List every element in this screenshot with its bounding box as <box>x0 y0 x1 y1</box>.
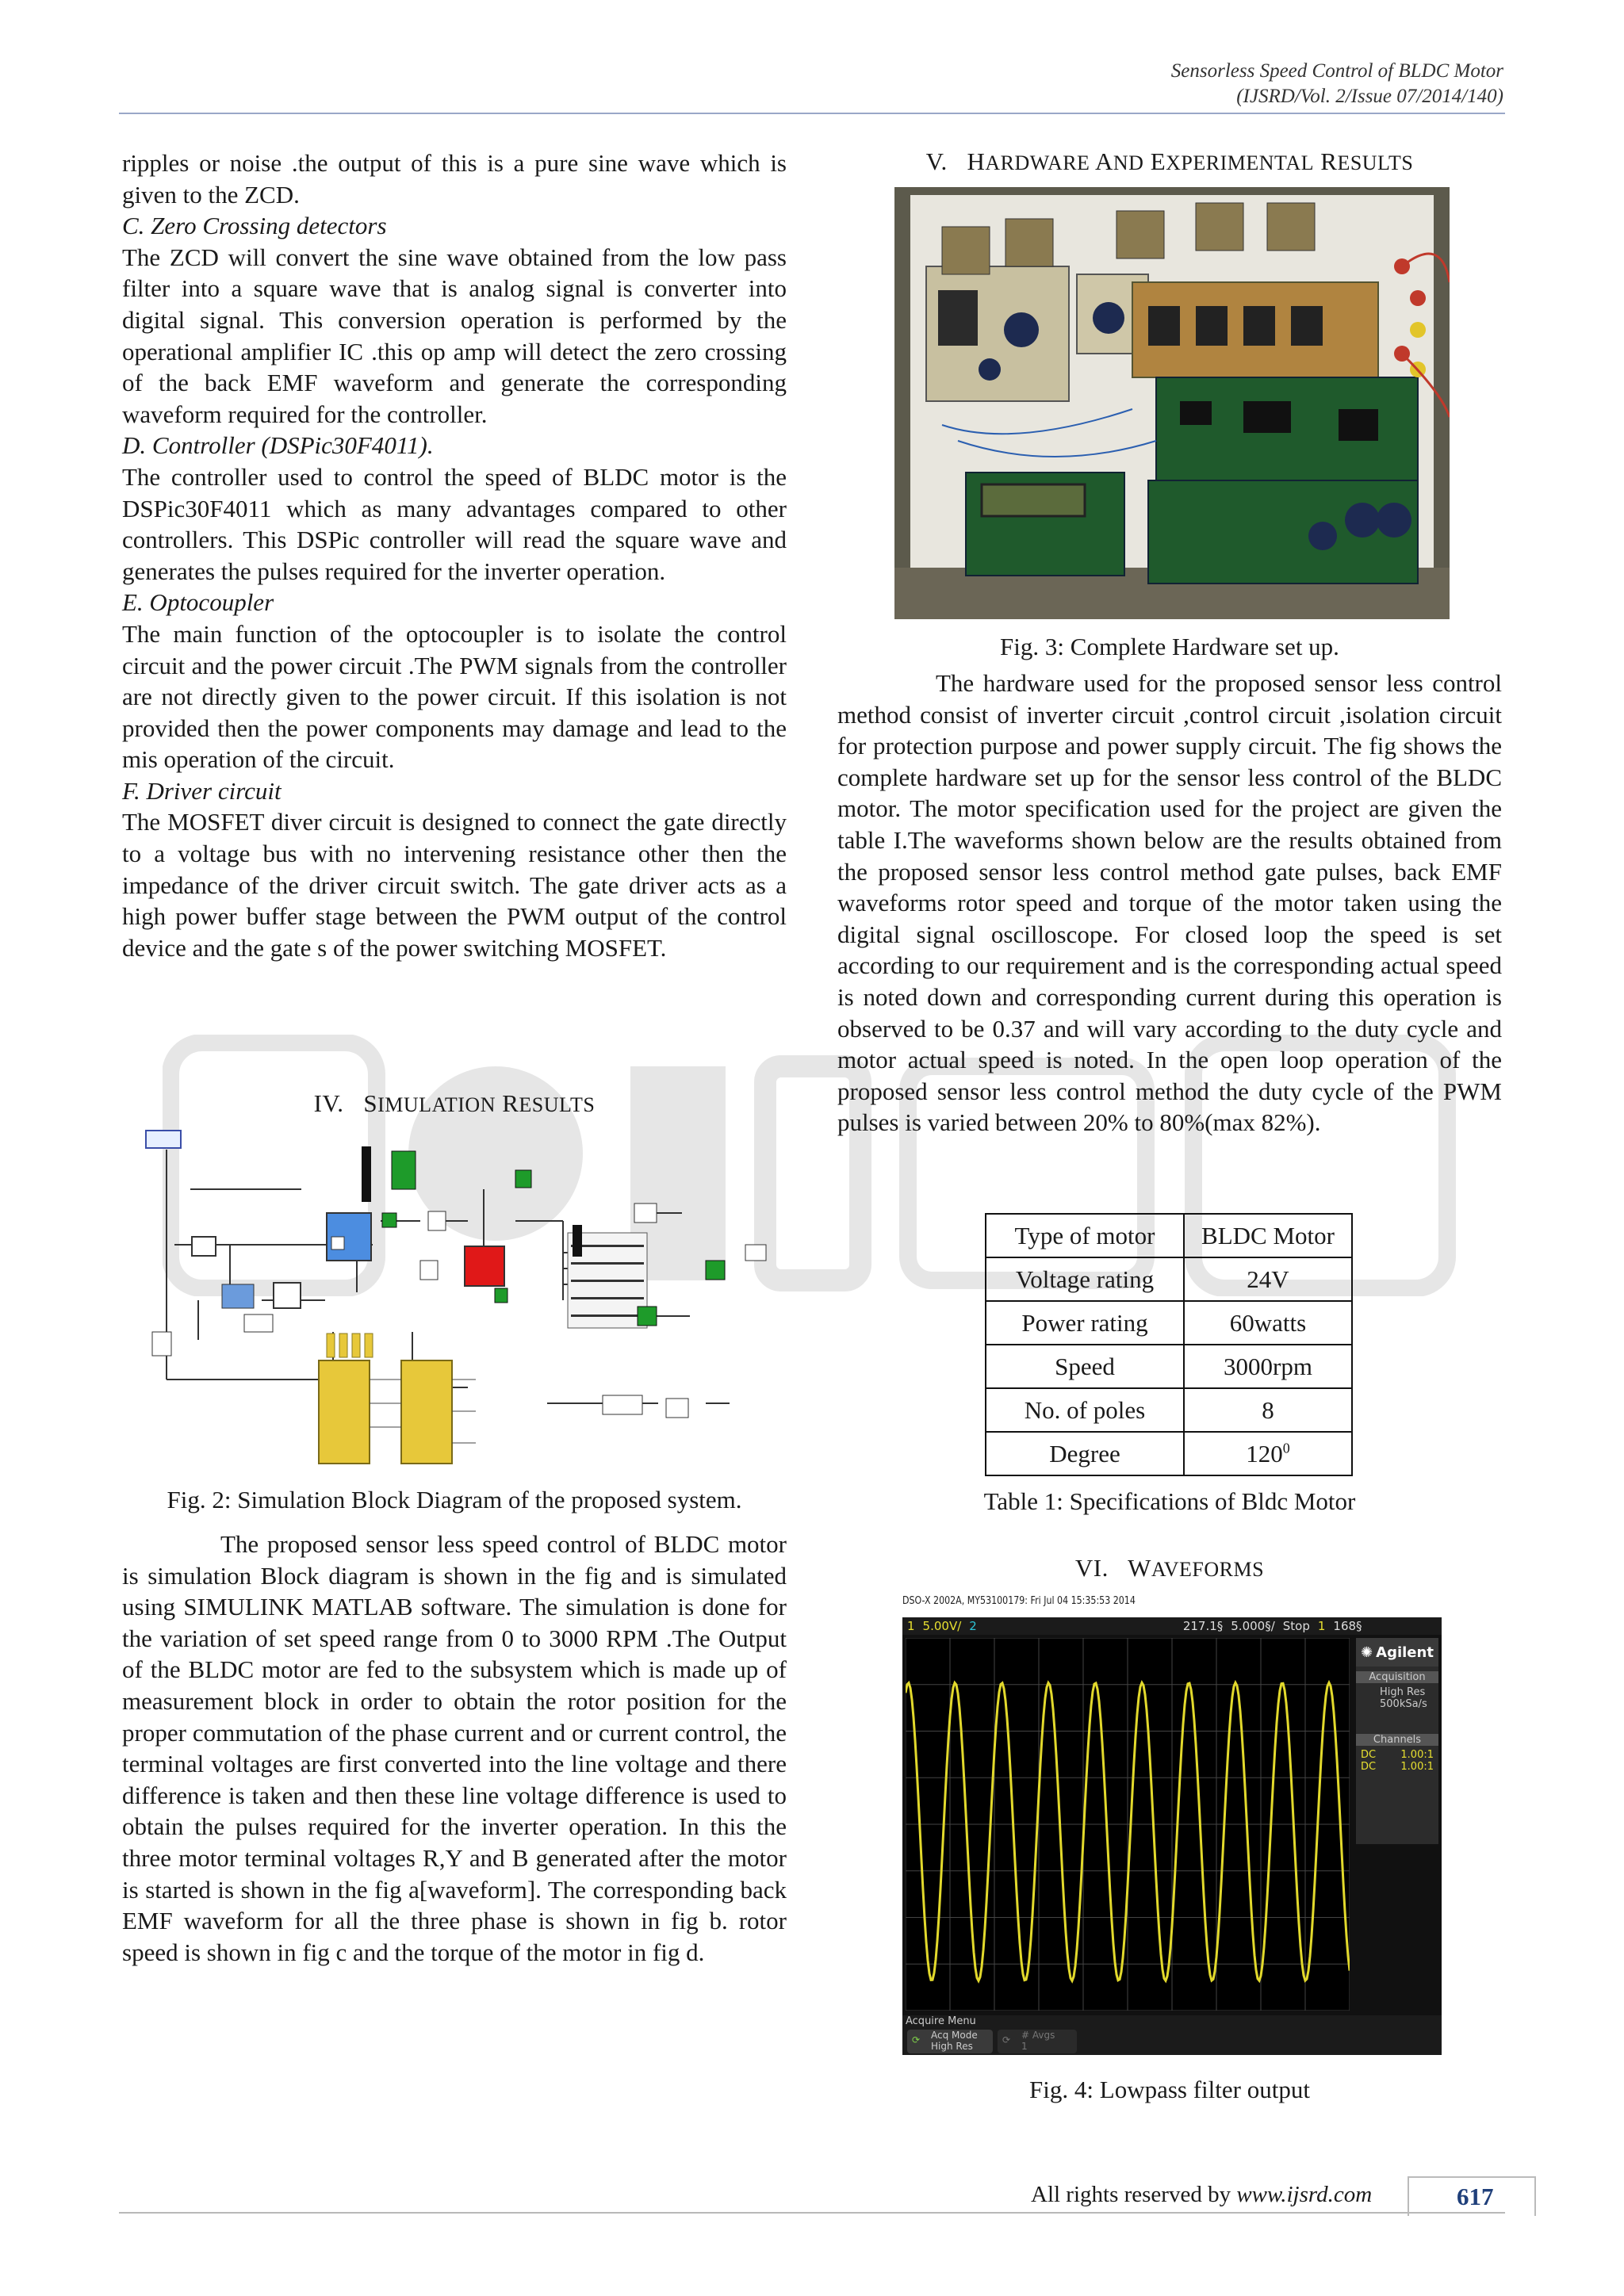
table-row <box>986 1432 1352 1475</box>
table-cell: Speed <box>986 1345 1184 1388</box>
scope-side-panel <box>1356 1638 1438 1844</box>
table-cell: Power rating <box>986 1301 1184 1345</box>
coupling: DC <box>1361 1749 1377 1761</box>
section-heading-hardware <box>837 147 1502 176</box>
oscilloscope-capture <box>902 1595 1442 2055</box>
figure-3-caption: Fig. 3: Complete Hardware set up. <box>1000 633 1339 660</box>
paragraph: The hardware used for the proposed sensor less control method consist of inverter circuit ,control circuit ,isolation circuit for protection purpose and power supply circuit. The fig shows the complete hardware set up for the sensor less control of the BLDC motor. The motor specification used for the project are given the table I.The waveforms shown below are the results obtained from the proposed sensor less control method gate pulses, back EMF waveforms rotor speed and torque of the motor taken using the digital signal oscilloscope. For closed loop the speed is set according to our requirement and is the corresponding actual speed is noted down and corresponding current during this operation is observed to be 0.37 and will vary according to the duty cycle and motor actual speed is noted. In the open loop operation of the proposed sensor less control method the duty cycle of the PWM pulses is varied between 20% to 80%(max 82%). <box>837 669 1502 1137</box>
left-column-bottom <box>122 1529 787 1968</box>
agilent-spark-icon: ✺ <box>1361 1644 1373 1661</box>
sample-rate: 500kSa/s <box>1380 1698 1427 1710</box>
section-heading-waveforms <box>837 1554 1502 1582</box>
run-state: Stop <box>1282 1619 1310 1633</box>
right-column <box>837 668 1502 1138</box>
table-row <box>986 1301 1352 1345</box>
channel-1-row <box>1356 1749 1438 1761</box>
section-title-initial: R <box>1320 147 1338 175</box>
vertical-scale: 5.00V/ <box>922 1619 962 1633</box>
scope-info-line: DSO-X 2002A, MY53100179: Fri Jul 04 15:35:53 2014 <box>902 1595 1136 1607</box>
paragraph: ripples or noise .the output of this is a pure sine wave which is given to the ZCD. <box>122 149 787 209</box>
paragraph: The proposed sensor less speed control of BLDC motor is simulation Block diagram is shown in the fig and is simulated using SIMULINK MATLAB software. The simulation is done for the variation of set speed range from 0 to 3000 RPM .The Output of the BLDC motor are fed to the subsystem which is made up of measurement block in order to obtain the rotor position for the proper commutation of the phase current and or current control, the terminal voltages are first converted into the line voltage and there difference is taken and then these line voltage difference is used to obtain the pulses required for the inverter operation. In this the three motor terminal voltages R,Y and B generated after the motor is started is shown in the fig a[waveform]. The corresponding back EMF waveform for all the three phase is shown in fig b. rotor speed is shown in fig c and the torque of the motor in fig d. <box>122 1530 787 1966</box>
section-title-initial: H <box>967 147 986 175</box>
softkey-label: # Avgs <box>1021 2030 1055 2041</box>
softkey-value: High Res <box>931 2041 973 2052</box>
section-title-initial: S <box>363 1089 378 1117</box>
scope-status-bar <box>902 1617 1442 1635</box>
section-title-initial: E <box>1150 147 1166 175</box>
header-issue: (IJSRD/Vol. 2/Issue 07/2014/140) <box>1236 86 1503 107</box>
footer-copyright <box>1031 2182 1372 2208</box>
scope-softkey-bar <box>902 2015 1442 2055</box>
table-cell: 3000rpm <box>1184 1345 1352 1388</box>
agilent-logo <box>1356 1638 1438 1667</box>
trigger-source: 1 <box>1317 1619 1326 1633</box>
channel-2-row <box>1356 1761 1438 1773</box>
channel-2-label: 2 <box>969 1619 977 1633</box>
figure-2-caption: Fig. 2: Simulation Block Diagram of the proposed system. <box>167 1486 742 1513</box>
softkey-label: Acq Mode <box>931 2030 978 2041</box>
footer-link[interactable]: www.ijsrd.com <box>1236 2182 1373 2207</box>
time-scale: 5.000§/ <box>1231 1619 1275 1633</box>
section-title-rest: ARDWARE <box>985 151 1090 174</box>
left-column <box>122 147 787 963</box>
table-cell: No. of poles <box>986 1388 1184 1432</box>
channels-header: Channels <box>1356 1734 1438 1746</box>
averages-softkey[interactable] <box>998 2030 1077 2053</box>
section-number: IV. <box>313 1089 344 1117</box>
scope-waveform-area <box>906 1638 1350 2011</box>
table-1-caption: Table 1: Specifications of Bldc Motor <box>983 1487 1356 1515</box>
section-title-initial: A <box>1095 147 1113 175</box>
table-cell: Degree <box>986 1432 1184 1475</box>
table-cell: 60watts <box>1184 1301 1352 1345</box>
subsection-heading: F. Driver circuit <box>122 776 282 805</box>
section-title-initial: W <box>1128 1554 1151 1582</box>
table-cell: 24V <box>1184 1257 1352 1301</box>
channel-1-label: 1 <box>907 1619 915 1633</box>
paragraph: The controller used to control the speed of BLDC motor is the DSPic30F4011 which as many advantages compared to other controllers. This DSPic controller will read the square wave and generates the pulses required for the inverter operation. <box>122 462 787 585</box>
section-title-initial: R <box>502 1089 519 1117</box>
brand-name: Agilent <box>1376 1644 1434 1661</box>
section-number: VI. <box>1074 1554 1109 1582</box>
trigger-level: 168§ <box>1333 1619 1362 1633</box>
softkey-value: 1 <box>1021 2041 1028 2052</box>
table-row <box>986 1257 1352 1301</box>
footer-rule <box>119 2212 1505 2214</box>
acquisition-mode: High Res <box>1380 1686 1426 1698</box>
paragraph: The main function of the optocoupler is to isolate the control circuit and the power circuit .The PWM signals from the controller are not directly given to the power circuit. If this isolation is not provided then the power components may damage and lead to the mis operation of the circuit. <box>122 619 787 774</box>
softkey-knob-icon: ⟳ <box>912 2034 921 2045</box>
table-cell: Voltage rating <box>986 1257 1184 1301</box>
section-number: V. <box>925 147 948 175</box>
header-rule <box>119 113 1505 114</box>
figure-4-caption: Fig. 4: Lowpass filter output <box>1029 2076 1310 2103</box>
probe-ratio: 1.00:1 <box>1400 1749 1434 1761</box>
section-title-rest: XPERIMENTAL <box>1166 151 1314 174</box>
table-cell: BLDC Motor <box>1184 1214 1352 1257</box>
subsection-heading: E. Optocoupler <box>122 588 274 617</box>
page-number: 617 <box>1408 2176 1536 2216</box>
time-position: 217.1§ <box>1182 1619 1224 1633</box>
running-header <box>1171 59 1503 109</box>
table-row <box>986 1345 1352 1388</box>
section-title-rest: ND <box>1113 151 1144 174</box>
section-heading-simulation <box>122 1089 787 1118</box>
hardware-setup-photo <box>894 187 1450 619</box>
acquisition-header: Acquisition <box>1356 1671 1438 1683</box>
table-cell: Type of motor <box>986 1214 1184 1257</box>
motor-spec-table <box>985 1213 1353 1476</box>
scope-screen <box>902 1617 1442 2055</box>
softkey-knob-icon: ⟳ <box>1002 2034 1011 2045</box>
table-cell <box>1184 1432 1352 1475</box>
table-row <box>986 1388 1352 1432</box>
degree-superscript: 0 <box>1282 1440 1290 1456</box>
header-title: Sensorless Speed Control of BLDC Motor <box>1170 60 1503 82</box>
footer-text: All rights reserved by <box>1031 2182 1237 2207</box>
acq-mode-softkey[interactable] <box>907 2030 993 2053</box>
menu-title: Acquire Menu <box>906 2015 976 2027</box>
section-title-rest: IMULATION <box>377 1093 496 1116</box>
simulation-block-diagram <box>143 1126 769 1475</box>
subsection-heading: D. Controller (DSPic30F4011). <box>122 431 434 460</box>
subsection-heading: C. Zero Crossing detectors <box>122 212 387 240</box>
paragraph: The MOSFET diver circuit is designed to connect the gate directly to a voltage bus with no intervening resistance other then the impedance of the driver circuit switch. The gate driver acts as a high power buffer stage between the PWM output of the control device and the gate s of the power switching MOSFET. <box>122 808 787 962</box>
degree-value: 120 <box>1246 1439 1283 1468</box>
paragraph: The ZCD will convert the sine wave obtained from the low pass filter into a square wave that is analog signal is converter into digital signal. This conversion operation is performed by the operational amplifier IC .this op amp will detect the zero crossing of the back EMF waveform and generate the corresponding waveform required for the controller. <box>122 243 787 428</box>
table-row <box>986 1214 1352 1257</box>
table-cell: 8 <box>1184 1388 1352 1432</box>
section-title-rest: AVEFORMS <box>1151 1558 1265 1581</box>
probe-ratio: 1.00:1 <box>1400 1761 1434 1773</box>
section-title-rest: ESULTS <box>519 1093 596 1116</box>
coupling: DC <box>1361 1761 1377 1773</box>
section-title-rest: ESULTS <box>1337 151 1414 174</box>
